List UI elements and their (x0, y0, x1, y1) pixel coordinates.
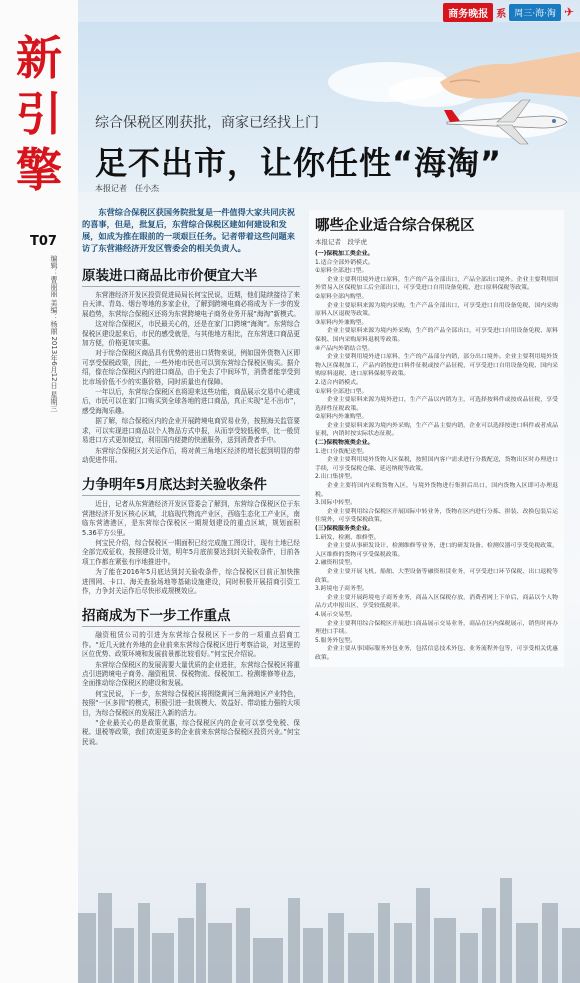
editor-credits: 编辑：曹丽丽 美编：杨丽 2013年6月12日 星期三 (50, 255, 58, 412)
list-item: ②原料全部内购型。 (315, 293, 368, 300)
category-heading: (三)保税服务类企业。 (315, 526, 374, 532)
article-headline: 足不出市，让你任性“海淘” (95, 144, 503, 182)
paragraph: 这对综合保税区，市民最关心的，还是在家门口跨境“海淘”。东营综合保税区建设起来后，市民的感受就是，与其他地方相比，在东营进口商品更加方便，价格更加实惠。 (82, 320, 300, 348)
section-char-1: 新 (16, 31, 62, 85)
newspaper-logo: 商务晚报 (443, 3, 493, 22)
paragraph: 何宝民说，下一步，东营综合保税区将围绕黄河三角洲地区产业特色，按照“一区多园”的模式，积极引进一批规模大、效益好、带动能力强的大项目，为综合保税区的发展注入新的活力。 (82, 689, 300, 717)
paragraph: 一年以后，东营综合保税区也将迎来这些功能，商品展示交易中心建成后，市民可以在家门口购买到全球各地的进口商品，真正实现“足不出市”，感受海淘乐趣。 (82, 388, 300, 415)
list-item: 企业主要利用境外进口原料，生产的产品全部出口，产品全部出口境外。企业主要利用国外贸易入区保税加工后全部出口，可享受进口自用设备免税、进口原料保税等政策。 (315, 276, 558, 292)
list-item: ①原料全部进口型。 (315, 268, 368, 275)
category-heading: (一)保税加工类企业。 (315, 251, 374, 257)
article-subtitle: 综合保税区刚获批，商家已经找上门 (95, 115, 319, 131)
sidebar-box (309, 210, 564, 667)
section-heading: 力争明年5月底达封关验收条件 (82, 473, 300, 496)
city-skyline-illustration (78, 873, 580, 983)
list-item: ①原料全部进口型。 (315, 388, 368, 395)
paragraph: 据了解，综合保税区内的企业开展跨境电商贸易业务，按照海关监管要求，可以实现进口商品以个人物品方式申报，从而享受较低税率，比一般贸易进口方式更加便宜，利用国内便捷的快递服务，送到消费者手中。 (82, 417, 300, 445)
main-article-column (82, 200, 300, 748)
list-item: 企业主要从事研发设计、检测维修等业务，进口的研发设备、检测仪器可享受免税政策，入区维修的货物可享受保税政策。 (315, 543, 558, 558)
list-item: 2.出口集拼型。 (315, 474, 356, 481)
paragraph: 东营综合保税区的发展需要大量优质的企业进驻，东营综合保税区将重点引进跨境电子商务、融资租赁、保税物流、保税加工、检测维修等业态，全面推动综合保税区的建设和发展。 (82, 660, 300, 688)
paragraph: 何宝民介绍，综合保税区一期面积已经完成施工图设计，现有土地已经全部完成征收，按照建设计划，明年5月底前要达到封关验收条件，目前各项工作都在紧张有序地推进中。 (82, 538, 300, 566)
list-item: ②原料内外兼购型。 (315, 414, 368, 421)
category-heading: (二)保税物流类企业。 (315, 440, 374, 447)
page-number: T07 (30, 234, 57, 249)
box-title: 哪些企业适合综合保税区 (315, 218, 475, 234)
paragraph: “企业最关心的是政策优惠，综合保税区内的企业可以享受免税、保税、退税等政策，我们欢迎更多的企业前来东营综合保税区投资兴业。”何宝民说。 (82, 719, 300, 746)
list-item: 4.展示交易型。 (315, 611, 356, 618)
list-item: 企业主要开展跨境电子商务业务，商品入区保税存放，消费者网上下单后，商品以个人物品方式申报出区，享受较低税率。 (315, 594, 558, 610)
masthead (443, 3, 574, 21)
list-item: 企业主要利用境外货物入区保税，按照国内客户需求进行分拨配送，货物出区时办理进口手续，可享受保税仓储、延迟纳税等政策。 (315, 457, 558, 472)
article-lead: 东营综合保税区获国务院批复是一件值得大家共同庆祝的喜事，但是，批复后，东营综合保税区建如何建设和发展，如成为推在眼前的一项艰巨任务。记者带着这些问题来访了东营港经济开发区管委会的相关负责人。 (82, 207, 295, 253)
list-item: 3.跨境电子商务型。 (315, 586, 368, 593)
list-item: 1.研发、检测、维修型。 (315, 534, 380, 541)
list-item: 企业主要原料来源为境内外采购，生产的产品全部出口，可享受进口自用设备免税、原料保税、国内采购原料退税等政策。 (315, 328, 558, 343)
article-section (82, 604, 300, 747)
series-label: 系 (496, 8, 507, 20)
paragraph: 东营综合保税区封关运作后，将对黄三角地区经济的增长起到明显的带动促进作用。 (82, 446, 300, 464)
list-item: ③原料内外兼购型。 (315, 319, 368, 326)
list-item: 企业主要原料来源为境内采购，生产产品全部出口，可享受进口自用设备免税、国内采购原料入区退税等政策。 (315, 302, 558, 318)
section-char-2: 引 (16, 87, 62, 141)
list-item: 企业主要利用综合保税区开展进口商品展示交易业务，商品在区内保税展示，销售时再办理进口手续。 (315, 620, 558, 636)
plane-icon: ✈ (563, 5, 574, 19)
list-item: 企业主要开展飞机、船舶、大型设备等融资租赁业务，可享受进口环节保税、出口退税等政策。 (315, 568, 558, 584)
section-heading: 招商成为下一步工作重点 (82, 604, 300, 627)
series-tag: 周三·海·淘 (509, 4, 561, 21)
box-content (315, 250, 558, 663)
list-item: 企业主要利用境外进口原料，生产的产品部分内销，部分出口境外。企业主要利用境外货物入区保税加工，产品内销按进口料件征税或按产品征税，可享受进口自用设备免税、国内采购原料退税、进口原料保税等政策。 (315, 354, 558, 378)
paragraph: 为了能在2016年5月底达到封关验收条件，综合保税区目前正加快推进围网、卡口、海关查验场地等基础设施建设，同时积极开展招商引资工作，力争封关运作后尽快形成规模效应。 (82, 568, 300, 595)
list-item: 企业主要原料来源为境内外采购，生产产品主要内销，企业可以选择按进口料件或者成品征税，内销时按实际状态征税。 (315, 422, 558, 438)
list-item: 1.适合全部外销模式。 (315, 259, 374, 266)
article-section (82, 264, 300, 465)
list-item: 企业主要从事国际服务外包业务，包括信息技术外包、业务流程外包等，可享受相关优惠政策。 (315, 646, 558, 661)
paragraph: 对于综合保税区商品具有优势的进出口货物来说，例如国外货物入区即可享受保税政策，因此，一些外地市民也可以到东营综合保税区购买。据介绍，像在综合保税区内的进口商品，由于免去了中间环节，消费者能享受到比市场价低不少的实惠价格，同时质量也有保障。 (82, 349, 300, 386)
list-item: 企业主要原料来源为境外进口，生产产品以内销为主，可选择按料件或按成品征税，享受选择性征税政策。 (315, 397, 558, 412)
left-sidebar (0, 0, 78, 983)
paragraph: 融资租赁公司的引进为东营综合保税区下一步的一项重点招商工作。“近几天就有外地的企业前来东营综合保税区进行考察洽谈，对这里的区位优势、政策环境和发展前景都比较看好。”何宝民介绍说。 (82, 631, 300, 659)
list-item: 5.服务外包型。 (315, 637, 356, 644)
article-byline: 本报记者 任小杰 (95, 184, 159, 193)
list-item: 2.适合内销模式。 (315, 379, 362, 386)
list-item: 企业主要利用综合保税区开展国际中转业务，货物在区内进行分拣、拼装、改换包装后运往境外，可享受保税政策。 (315, 508, 558, 524)
section-heading: 原装进口商品比市价便宜大半 (82, 264, 300, 287)
article-section (82, 473, 300, 596)
section-char-3: 擎 (16, 143, 62, 197)
box-byline: 本报记者 段学虎 (315, 238, 367, 246)
list-item: 2.融资租赁型。 (315, 560, 356, 567)
paragraph: 东营港经济开发区投资促进局局长何宝民说，近期，他们陆续接待了来自天津、青岛、烟台等地的多家企业，了解到跨境电商必将成为下一步的发展趋势，东营综合保税区还将为东营跨境电子商务业务开展“海淘”新模式。 (82, 291, 300, 318)
section-title-vertical (10, 30, 68, 198)
list-item: 1.进口分拨配送型。 (315, 448, 368, 455)
list-item: 3.国际中转型。 (315, 500, 356, 507)
list-item: 企业主要将国内采购货物入区，与境外货物进行集拼后出口，国内货物入区即可办理退税。 (315, 483, 558, 498)
list-item: ④产品内外销结合型。 (315, 345, 374, 352)
paragraph: 近日，记者从东营港经济开发区管委会了解到，东营综合保税区位于东营港经济开发区核心区域，北临现代物流产业区，西临生态化工产业区，南临东营港港区，是东营综合保税区一期规划建设的重点区域，规划面积5.36平方公里。 (82, 500, 300, 537)
